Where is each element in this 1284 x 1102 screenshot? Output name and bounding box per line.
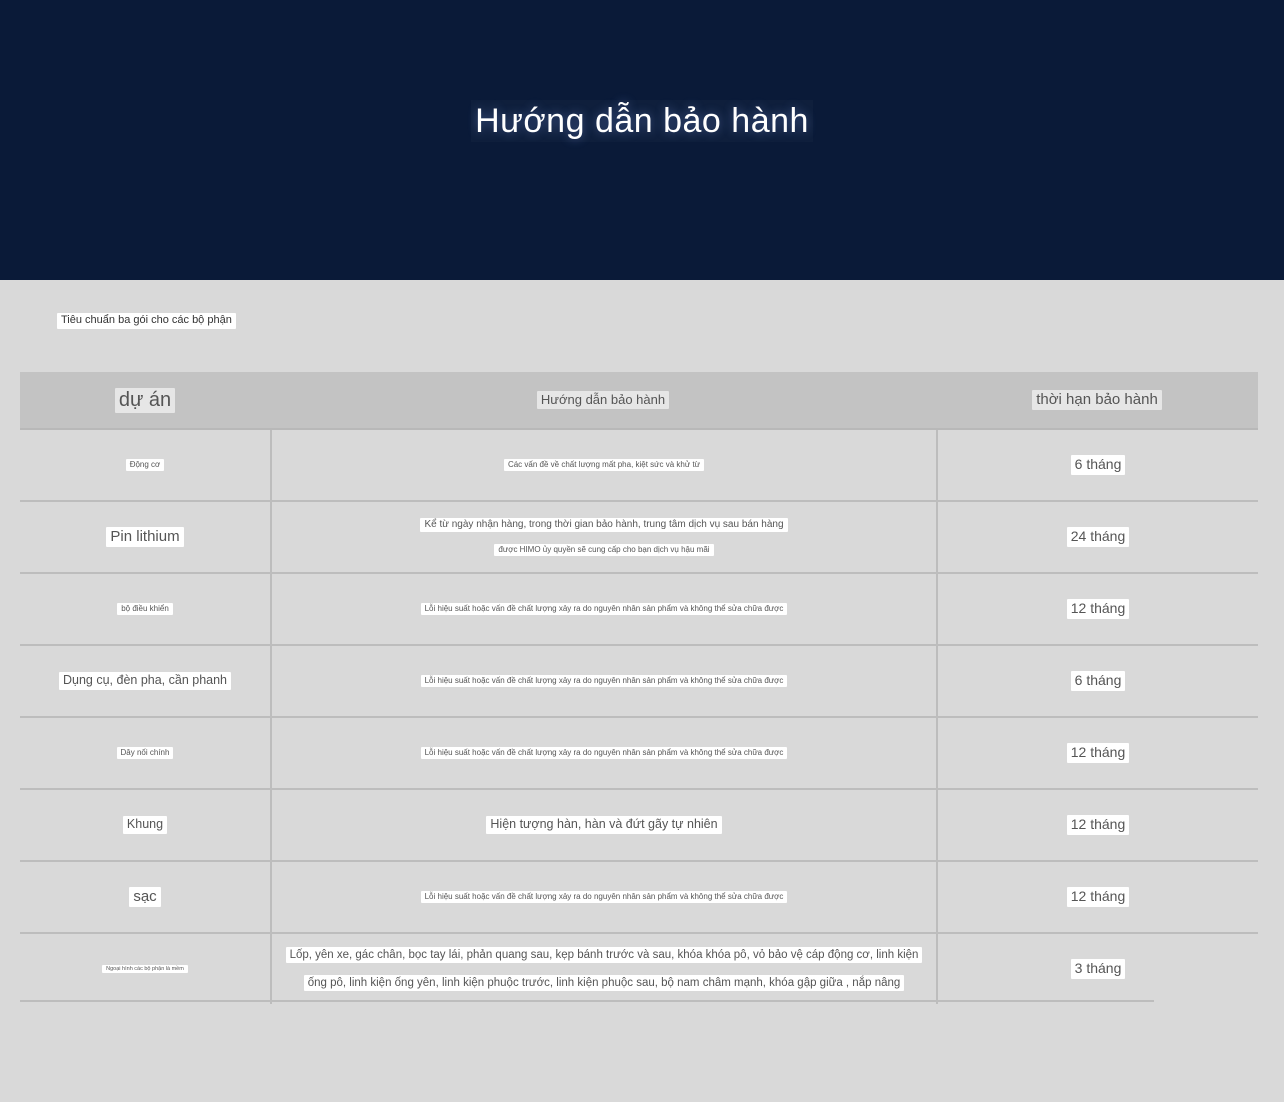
part-name: Động cơ bbox=[126, 459, 165, 471]
part-name: Khung bbox=[123, 816, 167, 834]
part-name: bộ điều khiển bbox=[117, 603, 173, 615]
guide-text: ống pô, linh kiện ống yên, linh kiện phuộc trước, linh kiện phuộc sau, bộ nam châm mạnh, khóa gập giữa , nắp nâng bbox=[304, 975, 905, 991]
table-row bbox=[20, 502, 1258, 574]
header-banner bbox=[0, 0, 1284, 280]
guide-text: Lỗi hiệu suất hoặc vấn đề chất lượng xảy ra do nguyên nhân sản phẩm và không thể sửa chữa được bbox=[421, 675, 788, 687]
table-row bbox=[20, 718, 1258, 790]
part-name: Dụng cụ, đèn pha, cần phanh bbox=[59, 672, 231, 690]
header-label: dự án bbox=[115, 388, 175, 413]
header-cell-project bbox=[20, 372, 270, 428]
guide-text: Các vấn đề về chất lượng mất pha, kiệt sức và khử từ bbox=[504, 459, 704, 471]
table-row bbox=[20, 934, 1258, 1004]
part-name: sạc bbox=[129, 887, 160, 908]
warranty-table bbox=[20, 372, 1258, 1004]
duration: 12 tháng bbox=[1067, 743, 1130, 763]
table-row bbox=[20, 646, 1258, 718]
duration: 6 tháng bbox=[1071, 671, 1126, 691]
guide-text: Kể từ ngày nhận hàng, trong thời gian bảo hành, trung tâm dịch vụ sau bán hàng bbox=[420, 518, 787, 533]
duration: 6 tháng bbox=[1071, 455, 1126, 475]
table-bottom-divider bbox=[20, 1000, 1154, 1002]
guide-text: Lỗi hiệu suất hoặc vấn đề chất lượng xảy ra do nguyên nhân sản phẩm và không thể sửa chữa được bbox=[421, 891, 788, 903]
header-label: thời hạn bảo hành bbox=[1032, 390, 1162, 411]
header-label: Hướng dẫn bảo hành bbox=[537, 391, 669, 409]
guide-text: Lốp, yên xe, gác chân, bọc tay lái, phản quang sau, kẹp bánh trước và sau, khóa khóa pô, vỏ bảo vệ cáp động cơ, linh kiện bbox=[286, 947, 923, 963]
duration: 3 tháng bbox=[1071, 959, 1126, 979]
part-name: Dây nối chính bbox=[117, 747, 174, 759]
table-header bbox=[20, 372, 1258, 430]
table-row bbox=[20, 574, 1258, 646]
table-row bbox=[20, 790, 1258, 862]
table-row bbox=[20, 862, 1258, 934]
guide-text: Lỗi hiệu suất hoặc vấn đề chất lượng xảy ra do nguyên nhân sản phẩm và không thể sửa chữa được bbox=[421, 747, 788, 759]
duration: 24 tháng bbox=[1067, 527, 1130, 547]
part-name: Ngoại hình các bộ phận là mềm bbox=[102, 965, 188, 974]
guide-text: được HIMO ủy quyền sẽ cung cấp cho bạn dịch vụ hậu mãi bbox=[494, 544, 713, 556]
header-cell-duration bbox=[936, 372, 1258, 428]
duration: 12 tháng bbox=[1067, 599, 1130, 619]
page-title: Hướng dẫn bảo hành bbox=[471, 100, 813, 142]
header-cell-guide bbox=[270, 372, 936, 428]
table-row bbox=[20, 430, 1258, 502]
guide-text: Lỗi hiệu suất hoặc vấn đề chất lượng xảy ra do nguyên nhân sản phẩm và không thể sửa chữa được bbox=[421, 603, 788, 615]
duration: 12 tháng bbox=[1067, 815, 1130, 835]
guide-text: Hiện tượng hàn, hàn và đứt gãy tự nhiên bbox=[486, 816, 721, 834]
part-name: Pin lithium bbox=[106, 527, 183, 548]
section-subtitle: Tiêu chuẩn ba gói cho các bộ phận bbox=[57, 313, 236, 329]
duration: 12 tháng bbox=[1067, 887, 1130, 907]
